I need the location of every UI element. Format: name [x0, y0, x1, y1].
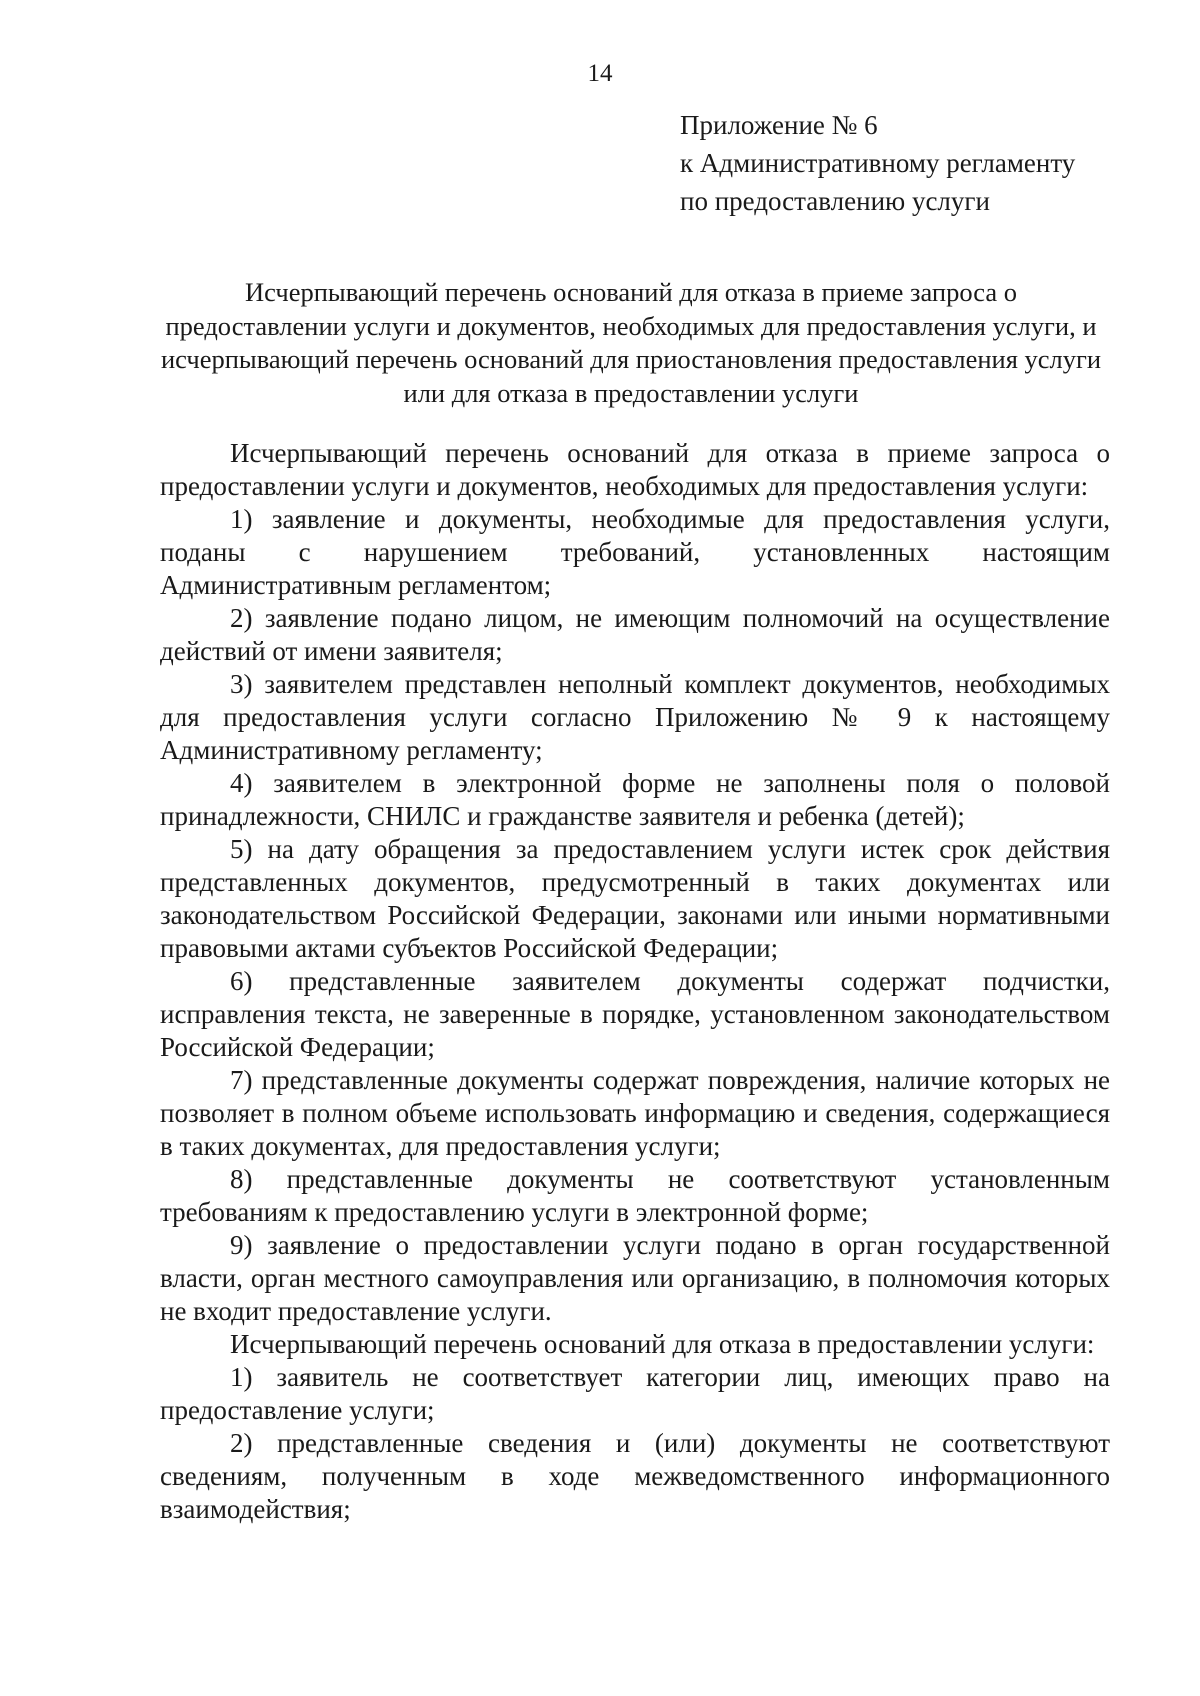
section1-item-5: 5) на дату обращения за предоставлением услуги истек срок действия представленных документов, предусмотренный в таких документах или законодательством Российской Федерации, законами или иными нормативными правовыми актами субъектов Российской Федерации; [160, 834, 1110, 963]
section1-item-8: 8) представленные документы не соответствуют установленным требованиям к предоставлению услуги в электронной форме; [160, 1164, 1110, 1227]
document-title: Исчерпывающий перечень оснований для отказа в приеме запроса о предоставлении услуги и документов, необходимых для предоставления услуги, и исчерпывающий перечень оснований для приостановления предоставления услуги или для отказа в предоставлении услуги [160, 277, 1102, 408]
section1-item-7: 7) представленные документы содержат повреждения, наличие которых не позволяет в полном объеме использовать информацию и сведения, содержащиеся в таких документах, для предоставления услуги; [160, 1065, 1110, 1161]
document-body [160, 437, 1110, 1526]
section1-item-3: 3) заявителем представлен неполный комплект документов, необходимых для предоставления услуги согласно Приложению № 9 к настоящему Административному регламенту; [160, 669, 1110, 765]
section1-item-6: 6) представленные заявителем документы содержат подчистки, исправления текста, не заверенные в порядке, установленном законодательством Российской Федерации; [160, 966, 1110, 1062]
section1-item-1: 1) заявление и документы, необходимые для предоставления услуги, поданы с нарушением требований, установленных настоящим Административным регламентом; [160, 504, 1110, 600]
section1-item-4: 4) заявителем в электронной форме не заполнены поля о половой принадлежности, СНИЛС и гражданстве заявителя и ребенка (детей); [160, 768, 1110, 831]
section1-intro: Исчерпывающий перечень оснований для отказа в приеме запроса о предоставлении услуги и документов, необходимых для предоставления услуги: [160, 438, 1110, 501]
appendix-header [680, 106, 1150, 220]
section2-item-1: 1) заявитель не соответствует категории лиц, имеющих право на предоставление услуги; [160, 1362, 1110, 1425]
section1-item-9: 9) заявление о предоставлении услуги подано в орган государственной власти, орган местного самоуправления или организацию, в полномочия которых не входит предоставление услуги. [160, 1230, 1110, 1326]
page-number: 14 [587, 60, 613, 87]
appendix-subject: по предоставлению услуги [680, 186, 990, 216]
section2-item-2: 2) представленные сведения и (или) документы не соответствуют сведениям, полученным в ходе межведомственного информационного взаимодействия; [160, 1428, 1110, 1524]
section2-intro: Исчерпывающий перечень оснований для отказа в предоставлении услуги: [230, 1329, 1095, 1359]
appendix-reference: к Административному регламенту [680, 148, 1076, 178]
appendix-number: Приложение № 6 [680, 110, 878, 140]
section1-item-2: 2) заявление подано лицом, не имеющим полномочий на осуществление действий от имени заявителя; [160, 603, 1110, 666]
